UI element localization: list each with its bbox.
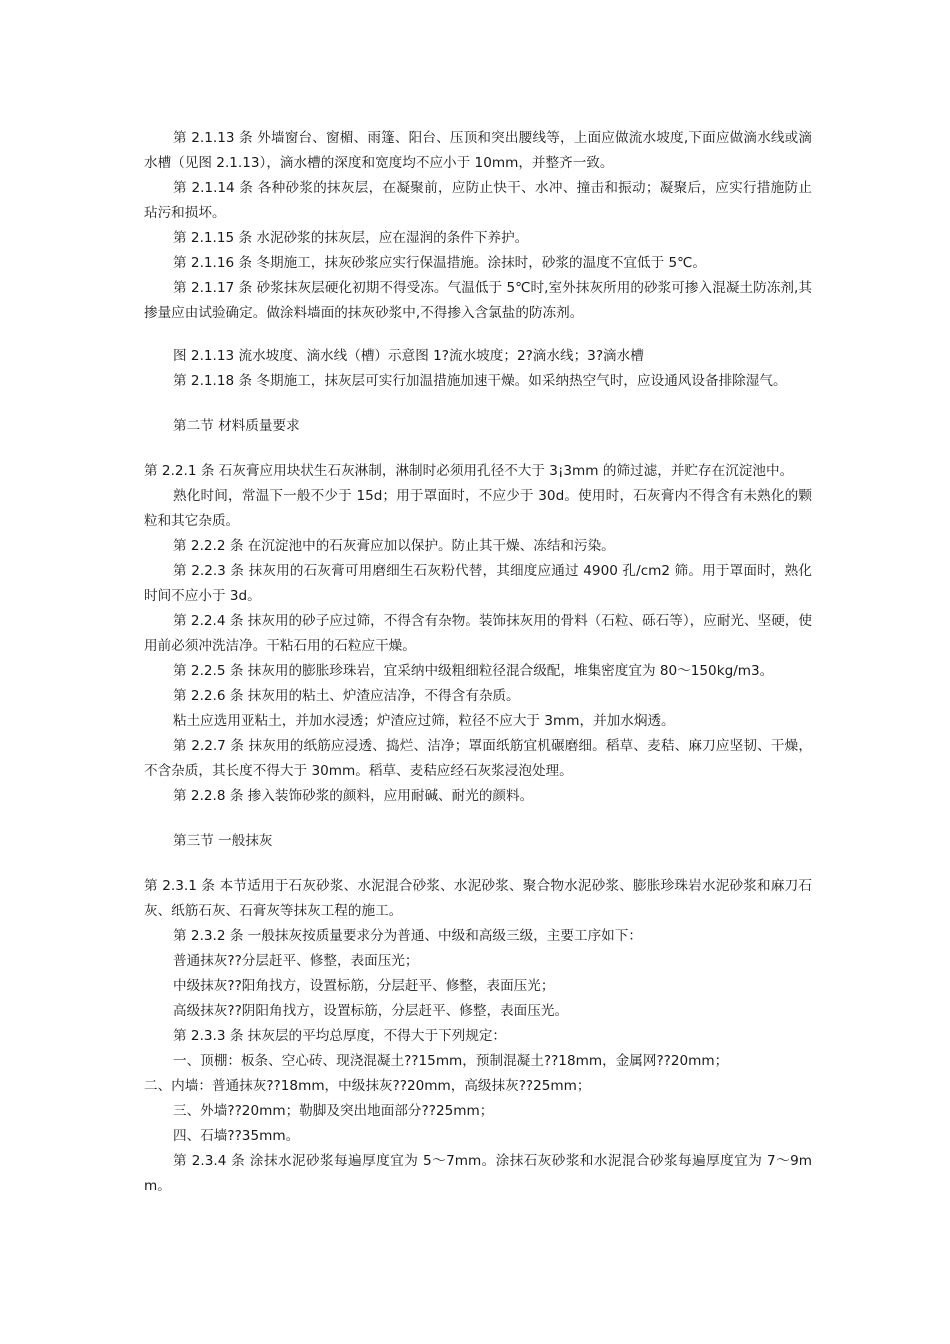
thickness-ceiling: 一、顶棚：板条、空心砖、现浇混凝土??15mm，预制混凝土??18mm，金属网??20mm； xyxy=(173,1053,729,1069)
clause-2-1-14: 第 2.1.14 条 各种砂浆的抹灰层，在凝聚前，应防止快干、水冲、撞击和振动；凝聚后，应实行措施防止玷污和损坏。 xyxy=(144,180,812,221)
clause-2-2-6-cont: 粘土应选用亚粘土，并加水浸透；炉渣应过筛，粒径不应大于 3mm，并加水焖透。 xyxy=(173,713,675,729)
clause-2-2-5: 第 2.2.5 条 抹灰用的膨胀珍珠岩，宜采纳中级粗细粒径混合级配，堆集密度宜为 80～150kg/m3。 xyxy=(173,663,774,679)
clause-2-2-8: 第 2.2.8 条 掺入装饰砂浆的颜料，应用耐碱、耐光的颜料。 xyxy=(173,788,534,804)
thickness-exterior-wall: 三、外墙??20mm；勒脚及突出地面部分??25mm； xyxy=(173,1103,494,1119)
clause-2-3-2: 第 2.3.2 条 一般抹灰按质量要求分为普通、中级和高级三级，主要工序如下： xyxy=(173,928,642,944)
clause-2-2-1: 第 2.2.1 条 石灰膏应用块状生石灰淋制，淋制时必须用孔径不大于 3¡3mm 的筛过滤，并贮存在沉淀池中。 xyxy=(144,463,794,479)
clause-2-3-3: 第 2.3.3 条 抹灰层的平均总厚度，不得大于下列规定： xyxy=(173,1028,507,1044)
clause-2-2-4: 第 2.2.4 条 抹灰用的砂子应过筛，不得含有杂物。装饰抹灰用的骨料（石粒、砾石等），应耐光、坚硬，使用前必须冲洗洁净。干粘石用的石粒应干燥。 xyxy=(144,613,812,654)
level-advanced: 高级抹灰??阴阳角找方，设置标筋，分层赶平、修整，表面压光。 xyxy=(173,1003,569,1019)
clause-2-3-4: 第 2.3.4 条 涂抹水泥砂浆每遍厚度宜为 5～7mm。涂抹石灰砂浆和水泥混合砂浆每遍厚度宜为 7～9mm。 xyxy=(144,1153,812,1194)
clause-2-3-1: 第 2.3.1 条 本节适用于石灰砂浆、水泥混合砂浆、水泥砂浆、聚合物水泥砂浆、膨胀珍珠岩水泥砂浆和麻刀石灰、纸筋石灰、石膏灰等抹灰工程的施工。 xyxy=(144,878,812,919)
spacer xyxy=(144,394,812,414)
clause-2-1-13: 第 2.1.13 条 外墙窗台、窗楣、雨篷、阳台、压顶和突出腰线等，上面应做流水坡度,下面应做滴水线或滴水槽（见图 2.1.13），滴水槽的深度和宽度均不应小于 10mm，并整齐一致。 xyxy=(144,130,812,171)
section-heading-2: 第二节 材料质量要求 xyxy=(173,418,300,434)
document-page xyxy=(144,126,812,1199)
spacer xyxy=(144,854,812,874)
clause-2-2-6: 第 2.2.6 条 抹灰用的粘土、炉渣应洁净，不得含有杂质。 xyxy=(173,688,520,704)
spacer xyxy=(144,326,812,344)
thickness-stone-wall: 四、石墙??35mm。 xyxy=(173,1128,300,1144)
clause-2-1-15: 第 2.1.15 条 水泥砂浆的抹灰层，应在湿润的条件下养护。 xyxy=(173,230,529,246)
clause-2-2-2: 第 2.2.2 条 在沉淀池中的石灰膏应加以保护。防止其干燥、冻结和污染。 xyxy=(173,538,615,554)
spacer xyxy=(144,809,812,829)
clause-2-2-3: 第 2.2.3 条 抹灰用的石灰膏可用磨细生石灰粉代替，其细度应通过 4900 孔/cm2 筛。用于罩面时，熟化时间不应小于 3d。 xyxy=(144,563,812,604)
section-heading-3: 第三节 一般抹灰 xyxy=(173,833,273,849)
clause-2-2-7: 第 2.2.7 条 抹灰用的纸筋应浸透、捣烂、洁净；罩面纸筋宜机碾磨细。稻草、麦秸、麻刀应坚韧、干燥，不含杂质，其长度不得大于 30mm。稻草、麦秸应经石灰浆浸泡处理。 xyxy=(144,738,812,779)
clause-2-1-18: 第 2.1.18 条 冬期施工，抹灰层可实行加温措施加速干燥。如采纳热空气时，应设通风设备排除湿气。 xyxy=(173,373,787,389)
figure-caption: 图 2.1.13 流水坡度、滴水线（槽）示意图 1?流水坡度；2?滴水线；3?滴水槽 xyxy=(173,348,644,364)
spacer xyxy=(144,439,812,459)
level-intermediate: 中级抹灰??阳角找方，设置标筋，分层赶平、修整，表面压光； xyxy=(173,978,555,994)
clause-2-2-1-cont: 熟化时间，常温下一般不少于 15d；用于罩面时，不应少于 30d。使用时，石灰膏内不得含有未熟化的颗粒和其它杂质。 xyxy=(144,488,812,529)
clause-2-1-16: 第 2.1.16 条 冬期施工，抹灰砂浆应实行保温措施。涂抹时，砂浆的温度不宜低于 5℃。 xyxy=(173,255,707,271)
thickness-interior-wall: 二、内墙：普通抹灰??18mm，中级抹灰??20mm，高级抹灰??25mm； xyxy=(144,1078,591,1094)
level-ordinary: 普通抹灰??分层赶平、修整，表面压光； xyxy=(173,953,419,969)
clause-2-1-17: 第 2.1.17 条 砂浆抹灰层硬化初期不得受冻。气温低于 5℃时,室外抹灰所用的砂浆可掺入混凝土防冻剂,其掺量应由试验确定。做涂料墙面的抹灰砂浆中,不得掺入含氯盐的防冻剂。 xyxy=(144,280,812,321)
